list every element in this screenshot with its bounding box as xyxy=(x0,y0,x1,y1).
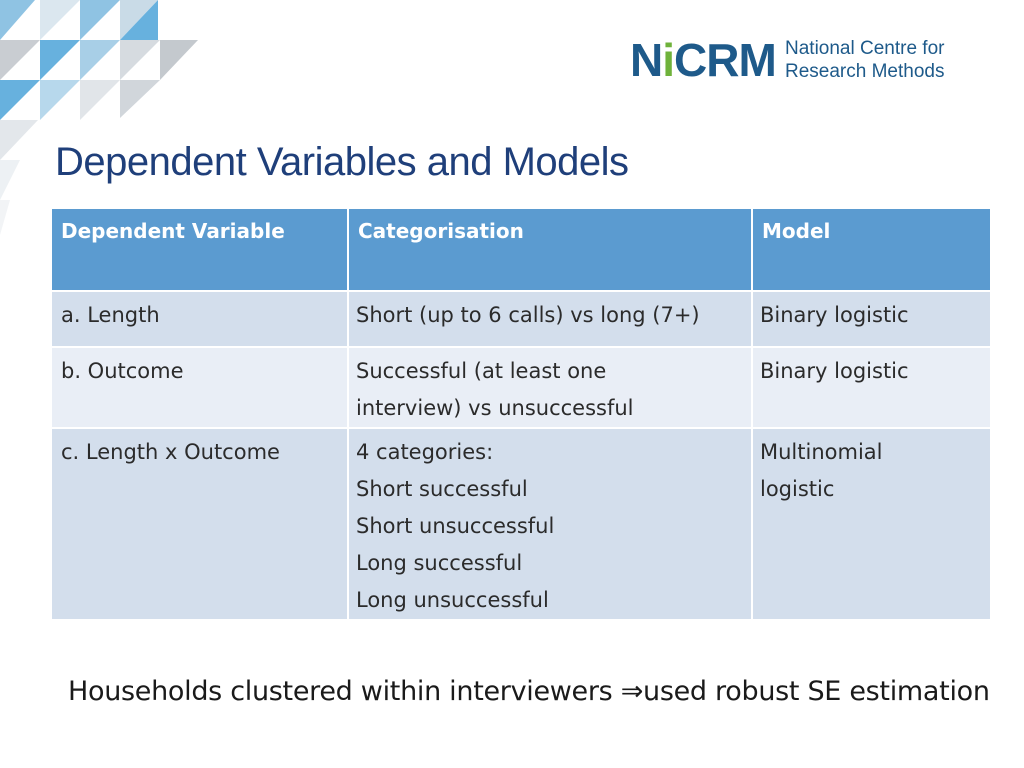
ncrm-logo xyxy=(630,34,990,90)
table-header-row xyxy=(52,209,991,291)
cell-line: Short successful xyxy=(356,477,528,501)
cell-model xyxy=(752,291,991,347)
ncrm-logo-text xyxy=(785,37,944,83)
cell-line: Short unsuccessful xyxy=(356,514,555,538)
table-row xyxy=(52,347,991,428)
ncrm-logo-mark: NiCRM xyxy=(630,34,776,86)
cell-line: Multinomial xyxy=(760,440,883,464)
cell-categorisation xyxy=(348,291,752,347)
logo-line-2: Research Methods xyxy=(785,61,945,82)
cell-line: Binary logistic xyxy=(760,303,909,327)
cell-variable: c. Length x Outcome xyxy=(52,428,348,620)
cell-line: Long successful xyxy=(356,551,523,575)
table-row xyxy=(52,291,991,347)
cell-line: 4 categories: xyxy=(356,440,494,464)
header-dependent-variable: Dependent Variable xyxy=(52,209,348,291)
decorative-triangle-pattern xyxy=(0,0,210,240)
cell-categorisation xyxy=(348,428,752,620)
cell-variable: a. Length xyxy=(52,291,348,347)
header-model: Model xyxy=(752,209,991,291)
dependent-variables-table xyxy=(52,209,992,621)
cell-line: Binary logistic xyxy=(760,359,909,383)
cell-variable: b. Outcome xyxy=(52,347,348,428)
table-row xyxy=(52,428,991,620)
logo-line-1: National Centre for xyxy=(785,38,945,59)
cell-model xyxy=(752,347,991,428)
cell-line: interview) vs unsuccessful xyxy=(356,396,634,420)
footnote: Households clustered within interviewers ⇒used robust SE estimation xyxy=(68,676,990,707)
cell-model xyxy=(752,428,991,620)
cell-line: Short (up to 6 calls) vs long (7+) xyxy=(356,303,700,327)
cell-line: Long unsuccessful xyxy=(356,588,549,612)
cell-categorisation xyxy=(348,347,752,428)
header-categorisation: Categorisation xyxy=(348,209,752,291)
slide-title: Dependent Variables and Models xyxy=(55,140,629,184)
cell-line: Successful (at least one xyxy=(356,359,607,383)
cell-line: logistic xyxy=(760,477,835,501)
